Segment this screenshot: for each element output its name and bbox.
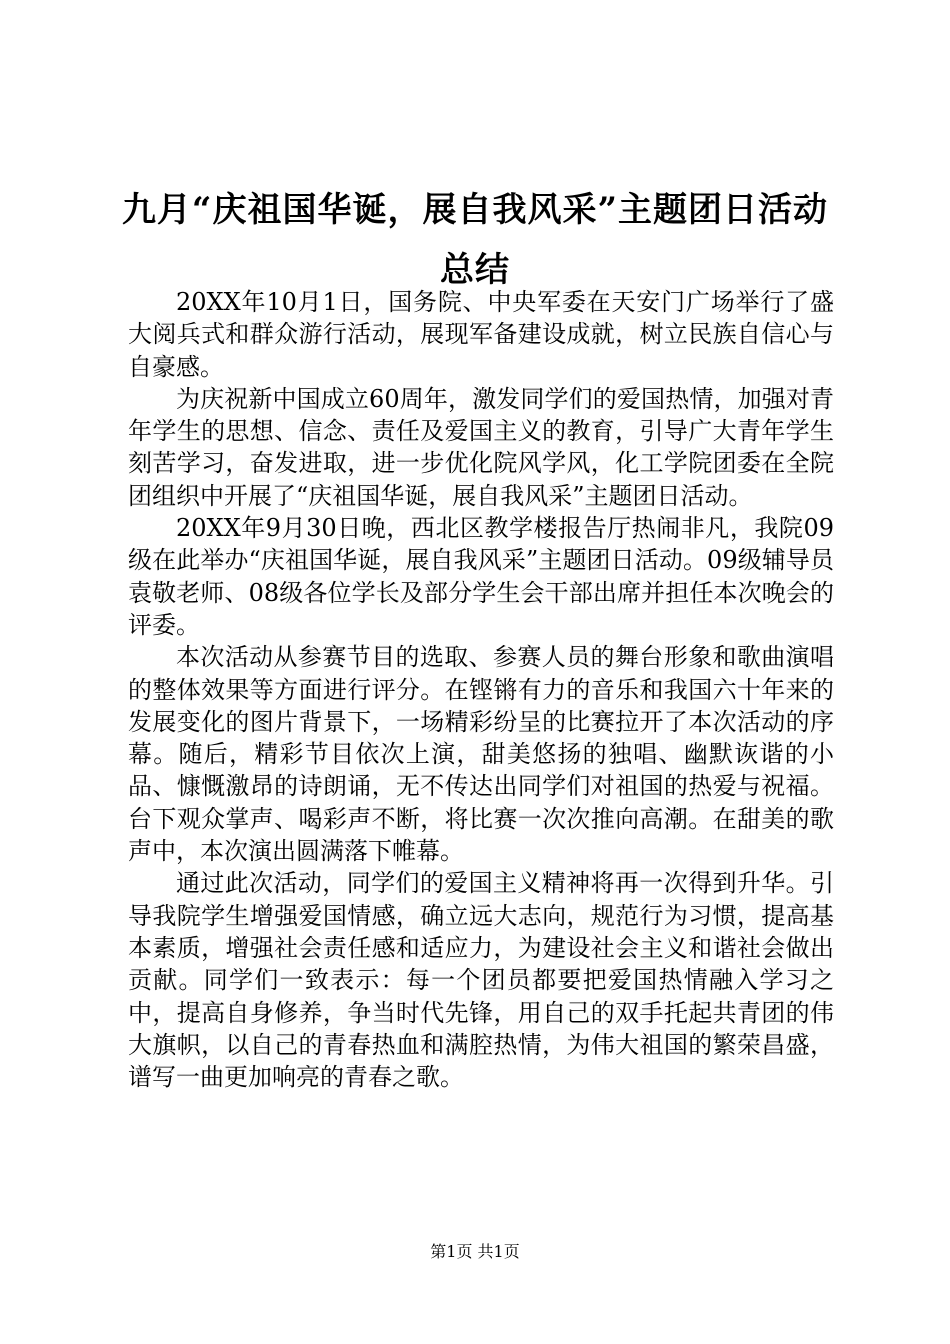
paragraph-1: 20XX年10月1日，国务院、中央军委在天安门广场举行了盛大阅兵式和群众游行活动，展现军备建设成就，树立民族自信心与自豪感。 [128, 288, 834, 381]
document-title: 九月“庆祖国华诞，展自我风采”主题团日活动总结 [121, 190, 829, 290]
paragraph-2: 为庆祝新中国成立60周年，激发同学们的爱国热情，加强对青年学生的思想、信念、责任及爱国主义的教育，引导广大青年学生刻苦学习，奋发进取，进一步优化院风学风，化工学院团委在全院团组织中开展了“庆祖国华诞，展自我风采”主题团日活动。 [128, 384, 834, 510]
page-number-footer: 第1页 共1页 [430, 1242, 520, 1261]
paragraph-4: 本次活动从参赛节目的选取、参赛人员的舞台形象和歌曲演唱的整体效果等方面进行评分。在铿锵有力的音乐和我国六十年来的发展变化的图片背景下，一场精彩纷呈的比赛拉开了本次活动的序幕。随后，精彩节目依次上演，甜美悠扬的独唱、幽默诙谐的小品、慷慨激昂的诗朗诵，无不传达出同学们对祖国的热爱与祝福。台下观众掌声、喝彩声不断，将比赛一次次推向高潮。在甜美的歌声中，本次演出圆满落下帷幕。 [128, 643, 834, 866]
paragraph-3: 20XX年9月30日晚，西北区教学楼报告厅热闹非凡，我院09级在此举办“庆祖国华诞，展自我风采”主题团日活动。09级辅导员袁敬老师、08级各位学长及部分学生会干部出席并担任本次晚会的评委。 [128, 514, 834, 639]
paragraph-5: 通过此次活动，同学们的爱国主义精神将再一次得到升华。引导我院学生增强爱国情感，确立远大志向，规范行为习惯，提高基本素质，增强社会责任感和适应力，为建设社会主义和谐社会做出贡献。同学们一致表示：每一个团员都要把爱国热情融入学习之中，提高自身修养，争当时代先锋，用自己的双手托起共青团的伟大旗帜，以自己的青春热血和满腔热情，为伟大祖国的繁荣昌盛，谱写一曲更加响亮的青春之歌。 [128, 869, 834, 1092]
document-body [128, 286, 834, 1093]
